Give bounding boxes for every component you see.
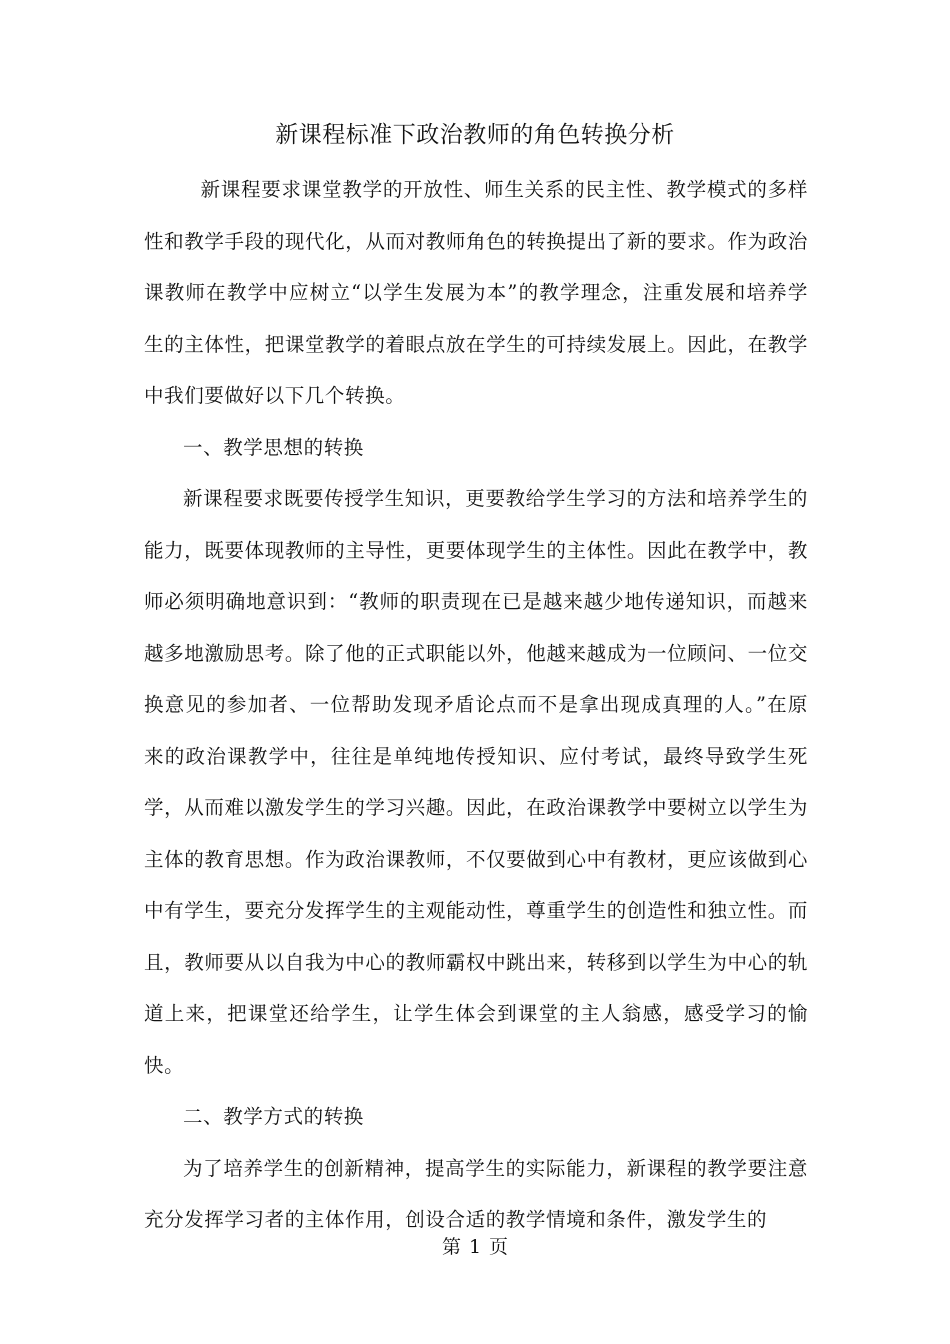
section-2-paragraph: 为了培养学生的创新精神，提高学生的实际能力，新课程的教学要注意充分发挥学习者的主体作用，创设合适的教学情境和条件，激发学生的 — [144, 1156, 808, 1231]
page-number-suffix: 页 — [489, 1236, 509, 1258]
section-1-paragraph: 新课程要求既要传授学生知识，更要教给学生学习的方法和培养学生的能力，既要体现教师的主导性，更要体现学生的主体性。因此在教学中，教师必须明确地意识到：“教师的职责现在已是越来越少地传递知识，而越来越多地激励思考。除了他的正式职能以外，他越来越成为一位顾问、一位交换意见的参加者、一位帮助发现矛盾论点而不是拿出现成真理的人。”在原来的政治课教学中，往往是单纯地传授知识、应付考试，最终导致学生死学，从而难以激发学生的学习兴趣。因此，在政治课教学中要树立以学生为主体的教育思想。作为政治课教师，不仅要做到心中有教材，更应该做到心中有学生，要充分发挥学生的主观能动性，尊重学生的创造性和独立性。而且，教师要从以自我为中心的教师霸权中跳出来，转移到以学生为中心的轨道上来，把课堂还给学生，让学生体会到课堂的主人翁感，感受学习的愉快。 — [144, 487, 808, 1077]
document-body — [144, 164, 808, 1246]
document-title: 新课程标准下政治教师的角色转换分析 — [275, 122, 675, 148]
intro-paragraph: 新课程要求课堂教学的开放性、师生关系的民主性、教学模式的多样性和教学手段的现代化，从而对教师角色的转换提出了新的要求。作为政治课教师在教学中应树立“以学生发展为本”的教学理念，注重发展和培养学生的主体性，把课堂教学的着眼点放在学生的可持续发展上。因此，在教学中我们要做好以下几个转换。 — [144, 178, 808, 407]
section-2-heading: 二、教学方式的转换 — [183, 1105, 364, 1128]
page-footer — [0, 1232, 950, 1262]
page-number-prefix: 第 — [441, 1236, 461, 1258]
section-1-heading: 一、教学思想的转换 — [183, 435, 364, 459]
page-number: 1 — [468, 1236, 482, 1258]
